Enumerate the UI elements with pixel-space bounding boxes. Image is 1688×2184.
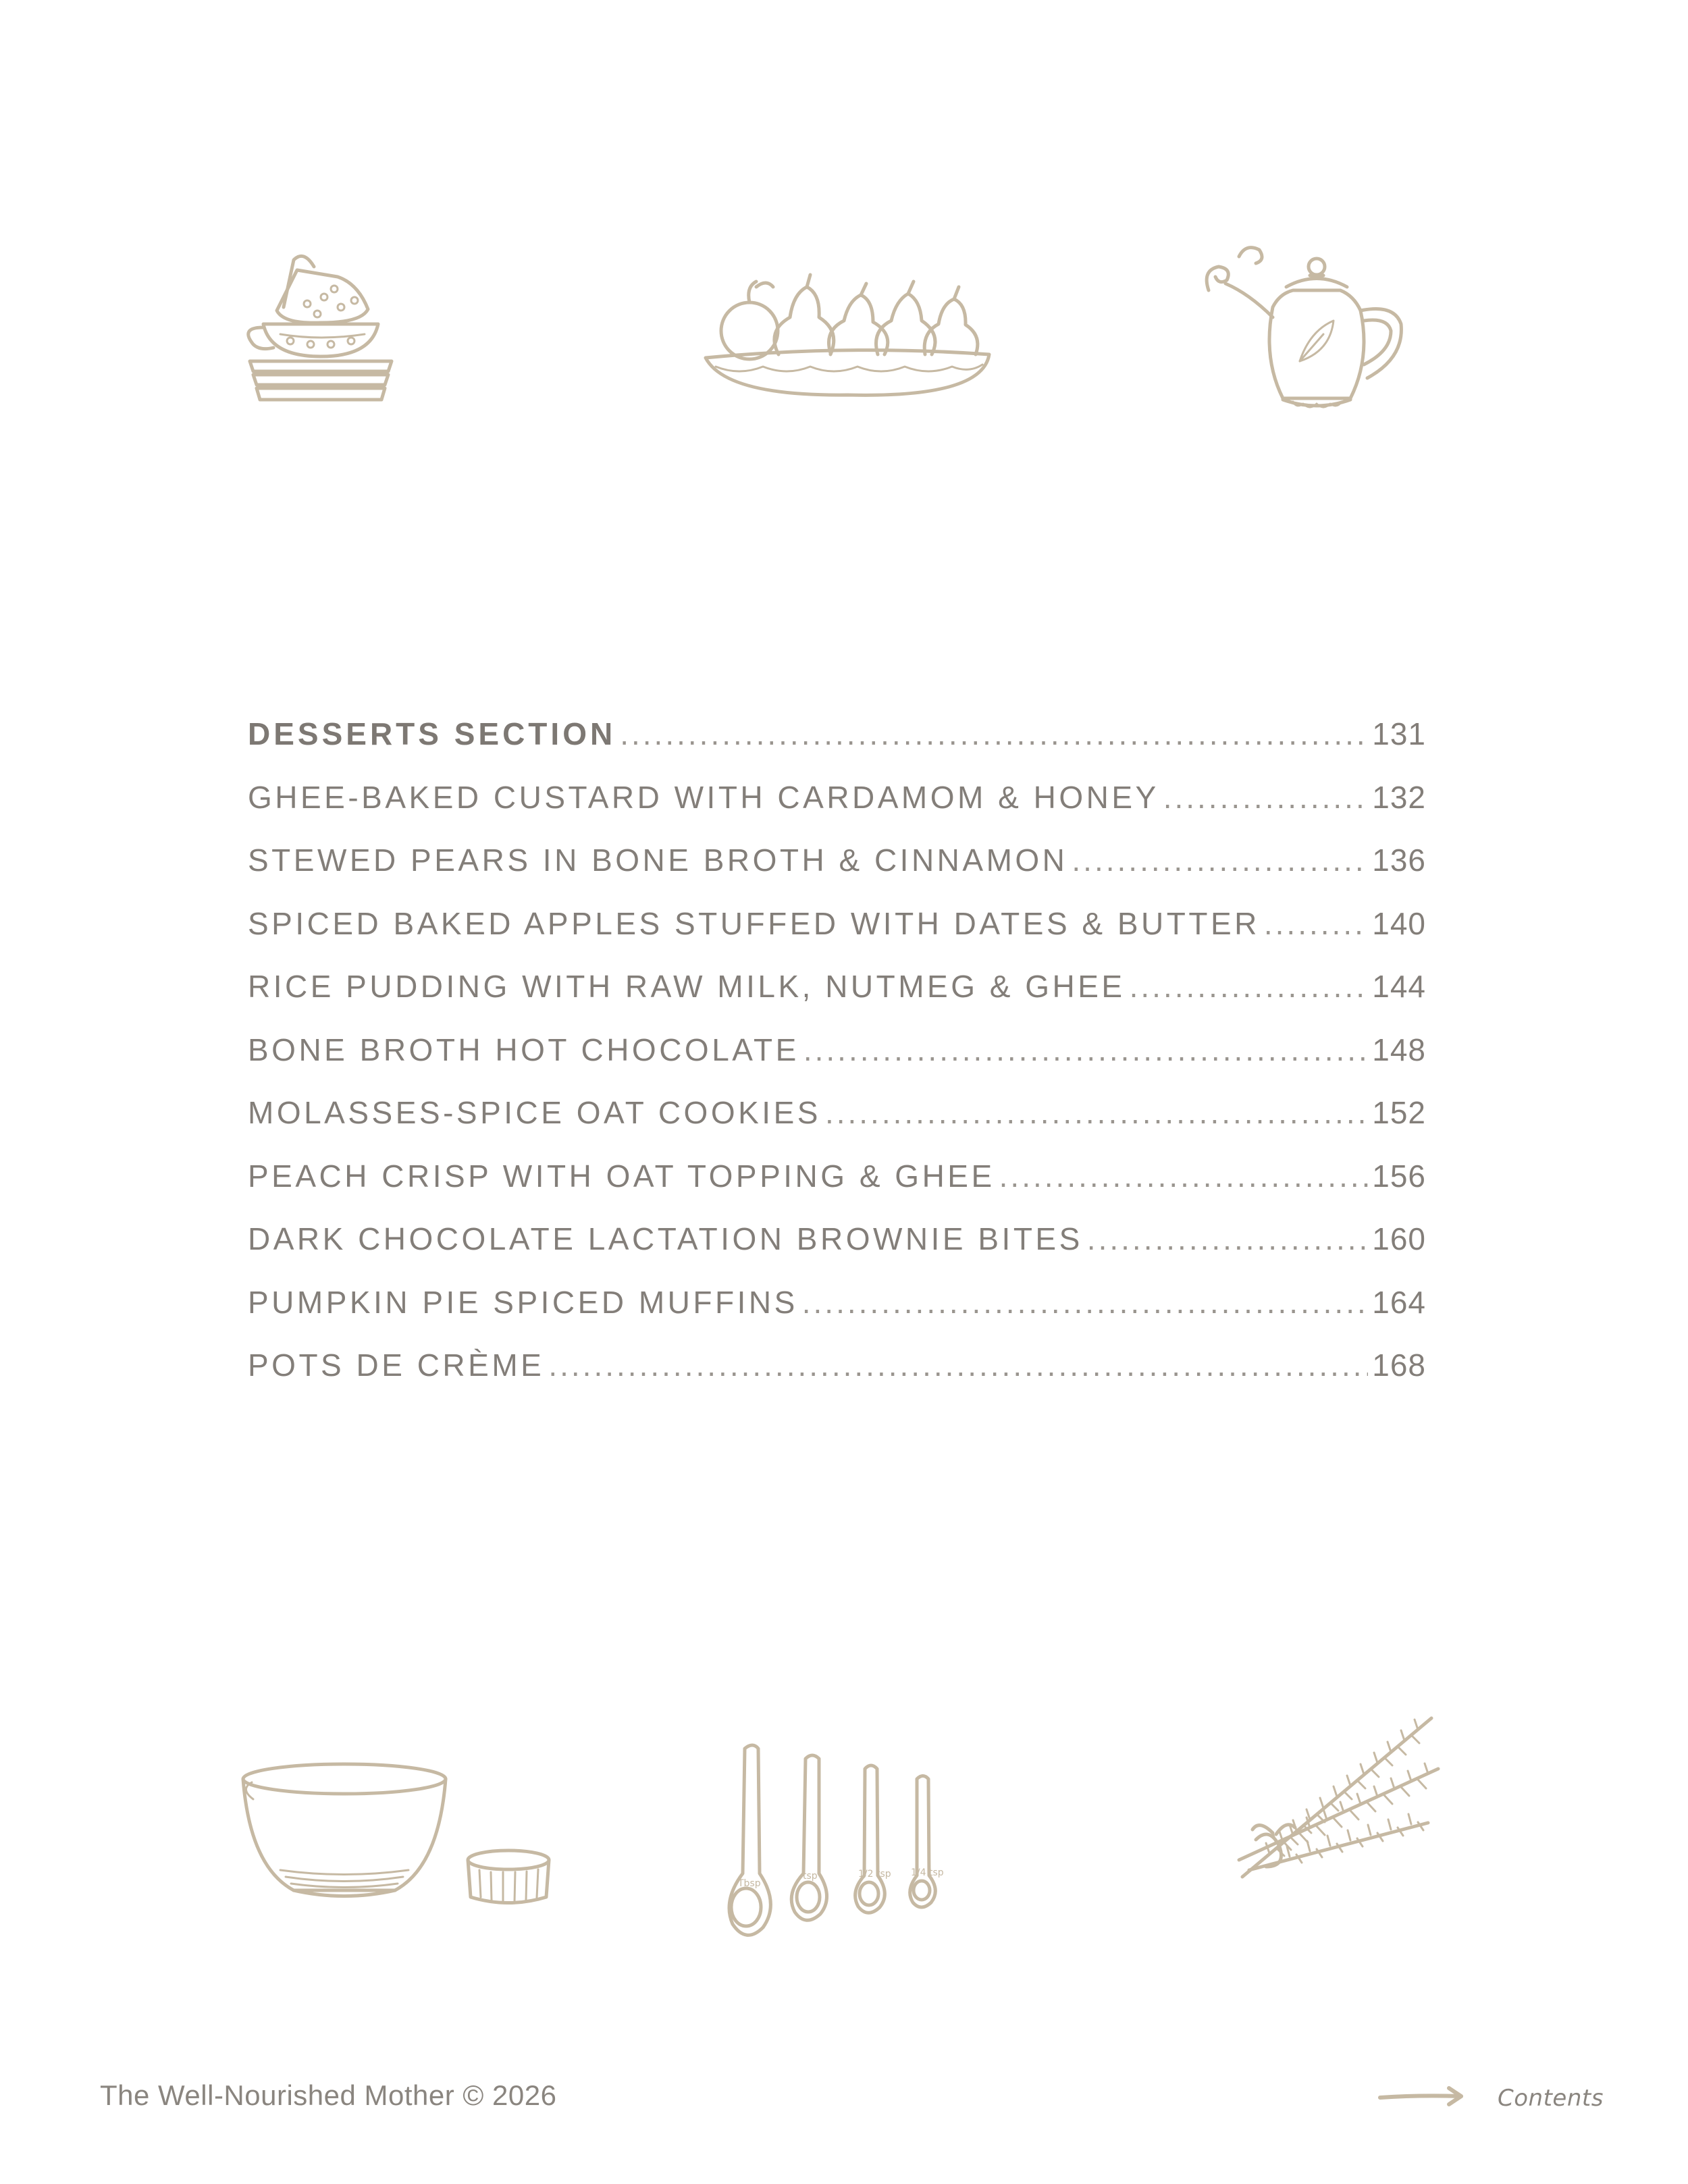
dot-leader xyxy=(1163,779,1369,816)
table-of-contents xyxy=(248,716,1426,1410)
toc-section-header[interactable] xyxy=(248,716,1426,779)
toc-entry-title: POTS DE CRÈME xyxy=(248,1348,545,1383)
toc-entry[interactable] xyxy=(248,1094,1426,1158)
toc-entry-title: DARK CHOCOLATE LACTATION BROWNIE BITES xyxy=(248,1221,1083,1256)
svg-text:Tbsp: Tbsp xyxy=(738,1878,761,1889)
herb-bundle-icon xyxy=(1229,1711,1445,1894)
toc-entry-title: BONE BROTH HOT CHOCOLATE xyxy=(248,1032,799,1067)
toc-entry-page: 148 xyxy=(1372,1032,1426,1067)
teapot-icon xyxy=(1198,243,1428,419)
right-arrow-icon[interactable] xyxy=(1377,2083,1465,2113)
dot-leader xyxy=(802,1284,1369,1321)
toc-entry[interactable] xyxy=(248,1158,1426,1221)
toc-entry-page: 132 xyxy=(1372,779,1426,815)
toc-entry-title: GHEE-BAKED CUSTARD WITH CARDAMOM & HONEY xyxy=(248,779,1159,815)
toc-entry-page: 152 xyxy=(1372,1095,1426,1130)
fruit-bowl-icon xyxy=(699,267,996,402)
contents-nav-link[interactable] xyxy=(1377,2083,1604,2113)
toc-section-title: DESSERTS SECTION xyxy=(248,716,616,751)
dot-leader xyxy=(1087,1221,1368,1257)
toc-entry-title: RICE PUDDING WITH RAW MILK, NUTMEG & GHEE xyxy=(248,969,1126,1004)
toc-entry[interactable] xyxy=(248,1221,1426,1284)
dot-leader xyxy=(825,1094,1368,1131)
dot-leader xyxy=(620,716,1368,752)
toc-entry[interactable] xyxy=(248,968,1426,1032)
toc-entry-title: PEACH CRISP WITH OAT TOPPING & GHEE xyxy=(248,1158,995,1194)
svg-text:1/4 tsp: 1/4 tsp xyxy=(911,1867,944,1878)
svg-text:1/2 tsp: 1/2 tsp xyxy=(858,1869,891,1880)
dot-leader xyxy=(1264,905,1368,942)
toc-entry[interactable] xyxy=(248,779,1426,843)
toc-entry[interactable] xyxy=(248,1284,1426,1348)
dot-leader xyxy=(803,1032,1368,1068)
toc-entry-page: 160 xyxy=(1372,1221,1426,1256)
toc-entry-title: PUMPKIN PIE SPICED MUFFINS xyxy=(248,1284,798,1320)
footer-copyright: The Well-Nourished Mother © 2026 xyxy=(100,2079,557,2111)
dot-leader xyxy=(999,1158,1369,1194)
toc-entry-page: 156 xyxy=(1372,1158,1426,1194)
contents-link-label[interactable]: Contents xyxy=(1498,2084,1604,2112)
toc-entry-title: STEWED PEARS IN BONE BROTH & CINNAMON xyxy=(248,843,1068,878)
toc-entry-page: 144 xyxy=(1372,969,1426,1004)
dot-leader xyxy=(548,1347,1368,1383)
mixing-bowl-icon xyxy=(240,1759,550,1914)
toc-entry-page: 168 xyxy=(1372,1348,1426,1383)
toc-entry-title: SPICED BAKED APPLES STUFFED WITH DATES & BUTTER xyxy=(248,905,1260,941)
toc-entry-page: 136 xyxy=(1372,843,1426,878)
svg-text:tsp: tsp xyxy=(803,1871,818,1882)
toc-entry-page: 164 xyxy=(1372,1284,1426,1320)
dot-leader xyxy=(1072,842,1368,878)
toc-section-page: 131 xyxy=(1372,716,1426,751)
toc-entry-page: 140 xyxy=(1372,905,1426,941)
toc-entry[interactable] xyxy=(248,1347,1426,1410)
measuring-spoons-icon xyxy=(726,1742,955,1944)
toc-entry[interactable] xyxy=(248,842,1426,905)
stacked-teacups-icon xyxy=(243,243,405,412)
toc-entry[interactable] xyxy=(248,905,1426,969)
dot-leader xyxy=(1130,968,1369,1005)
toc-entry-title: MOLASSES-SPICE OAT COOKIES xyxy=(248,1095,821,1130)
toc-entry[interactable] xyxy=(248,1032,1426,1095)
